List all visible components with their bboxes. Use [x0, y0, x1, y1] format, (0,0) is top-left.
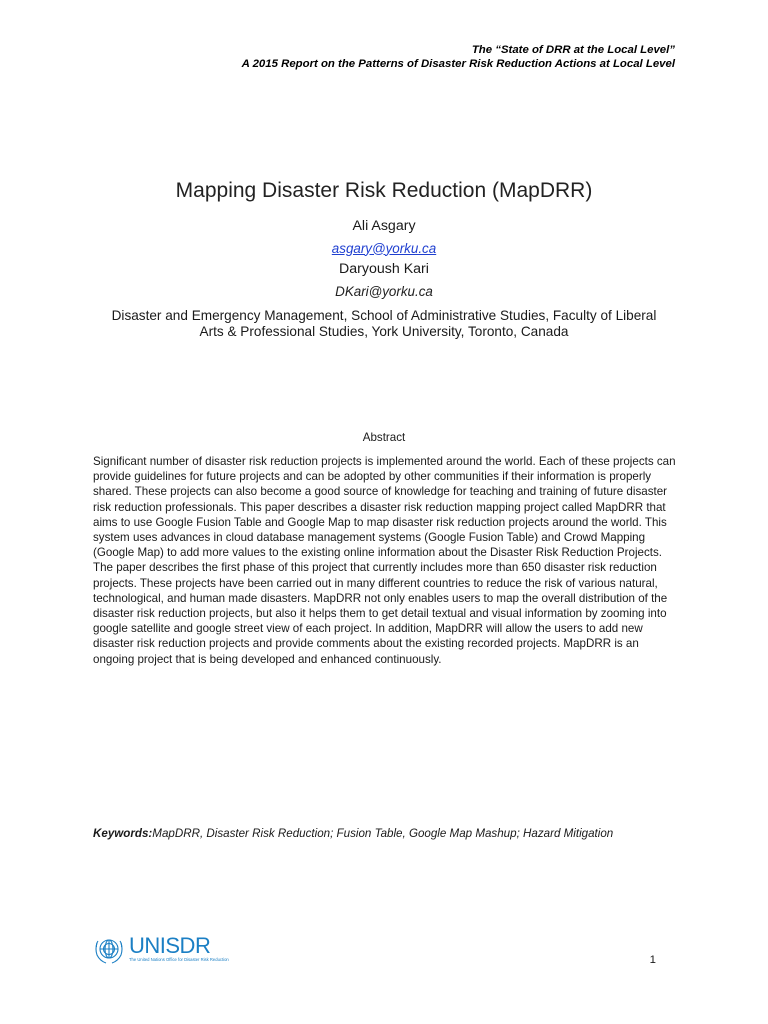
affiliation-line2: Arts & Professional Studies, York University, Toronto, Canada — [199, 323, 569, 339]
un-emblem-icon — [92, 932, 126, 966]
keywords-text: MapDRR, Disaster Risk Reduction; Fusion Table, Google Map Mashup; Hazard Mitigation — [152, 827, 614, 840]
running-header — [242, 43, 675, 71]
keywords-label: Keywords: — [93, 827, 153, 840]
unisdr-logo — [92, 929, 229, 969]
running-header-line1: The “State of DRR at the Local Level” — [471, 44, 675, 56]
author-email-2: DKari@yorku.ca — [335, 283, 433, 299]
keywords — [93, 827, 693, 841]
running-header-line2: A 2015 Report on the Patterns of Disaster Risk Reduction Actions at Local Level — [241, 58, 675, 70]
logo-wordmark: UNISDR — [129, 933, 211, 958]
page-number: 1 — [649, 954, 656, 966]
paper-title: Mapping Disaster Risk Reduction (MapDRR) — [175, 179, 593, 202]
author-name-1: Ali Asgary — [352, 218, 416, 234]
affiliation — [84, 308, 684, 339]
author-email-link-1[interactable]: asgary@yorku.ca — [331, 240, 437, 256]
author-name-2: Daryoush Kari — [339, 261, 429, 277]
logo-tagline: The United Nations Office for Disaster Risk Reduction — [129, 957, 229, 962]
abstract-heading: Abstract — [362, 431, 406, 444]
title-block — [0, 176, 768, 339]
affiliation-line1: Disaster and Emergency Management, School of Administrative Studies, Faculty of Liberal — [111, 308, 657, 323]
abstract-body: Significant number of disaster risk reduction projects is implemented around the world. Each of these projects can provide guidelines for future projects and can be adopted by other communities if their information is properly shared. These projects can also become a good source of knowledge for teaching and training of future disaster risk reduction professionals. This paper describes a disaster risk reduction mapping project called MapDRR that aims to use Google Fusion Table and Google Map to map disaster risk reduction projects around the world. This system uses advances in cloud database management systems (Google Fusion Table) and Crowd Mapping (Google Map) to add more values to the existing online information about the Disaster Risk Reduction Projects. The paper describes the first phase of this project that currently includes more than 650 disaster risk reduction projects. These projects have been carried out in many different countries to reduce the risk of various natural, technological, and human made disasters. MapDRR not only enables users to map the overall distribution of the disaster risk reduction projects, but also it helps them to get detail textual and visual information by zooming into google satellite and google street view of each project. In addition, MapDRR will allow the users to add new disaster risk reduction projects and provide comments about the existing recorded projects. MapDRR is an ongoing project that is being developed and enhanced continuously. — [93, 455, 676, 666]
